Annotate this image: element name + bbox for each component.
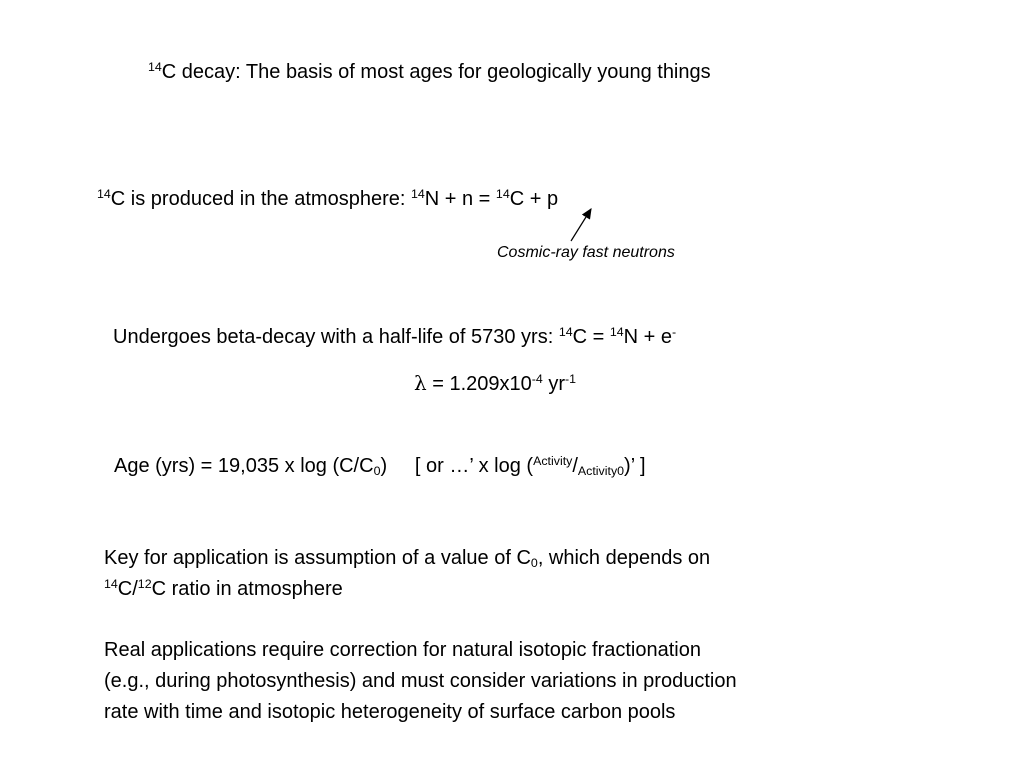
real-applications-paragraph: [104, 635, 904, 728]
key-text: , which depends on: [537, 547, 711, 569]
key-paragraph: [104, 543, 884, 605]
cosmic-ray-annotation: Cosmic-ray fast neutrons: [497, 244, 675, 261]
superscript-14: 14: [148, 60, 162, 75]
production-text: N + n =: [424, 188, 496, 210]
subscript-zero: 0: [373, 464, 381, 479]
superscript-exponent: -1: [565, 372, 577, 387]
paragraph-line: (e.g., during photosynthesis) and must consider variations in production: [104, 670, 737, 692]
superscript-12: 12: [137, 577, 152, 592]
superscript-activity: Activity: [533, 454, 573, 469]
paragraph-line: rate with time and isotopic heterogeneity of surface carbon pools: [104, 701, 676, 723]
lambda-text: = 1.209x10: [426, 373, 532, 395]
production-text: C is produced in the atmosphere:: [110, 188, 411, 210]
age-text: Age (yrs) = 19,035 x log (C/C: [114, 455, 374, 477]
superscript-14: 14: [558, 325, 573, 340]
key-text: Key for application is assumption of a value of C: [104, 547, 531, 569]
superscript-14: 14: [97, 187, 111, 202]
age-text: )’ ]: [624, 455, 646, 477]
lambda-equation: [414, 373, 576, 394]
age-text: ) [ or …’ x log (: [380, 455, 534, 477]
superscript-exponent: -4: [531, 372, 543, 387]
key-text: C/: [117, 578, 138, 600]
subscript-activity0: Activity0: [577, 464, 625, 479]
key-text: C ratio in atmosphere: [151, 578, 343, 600]
lambda-symbol: λ: [414, 371, 427, 395]
lambda-text: yr: [542, 373, 566, 395]
superscript-14: 14: [495, 187, 510, 202]
decay-text: C =: [572, 326, 610, 348]
age-equation: [114, 454, 646, 479]
subscript-zero: 0: [530, 556, 538, 571]
fraction-slash: /: [572, 455, 578, 477]
title-text: C decay: The basis of most ages for geologically young things: [161, 61, 711, 83]
production-text: C + p: [509, 188, 559, 210]
paragraph-line: Real applications require correction for natural isotopic fractionation: [104, 639, 701, 661]
decay-text: N + e: [623, 326, 673, 348]
superscript-14: 14: [104, 577, 118, 592]
superscript-minus: -: [672, 325, 677, 340]
decay-text: Undergoes beta-decay with a half-life of 5730 yrs:: [113, 326, 559, 348]
superscript-14: 14: [609, 325, 624, 340]
superscript-14: 14: [410, 187, 425, 202]
decay-equation: [113, 327, 676, 347]
